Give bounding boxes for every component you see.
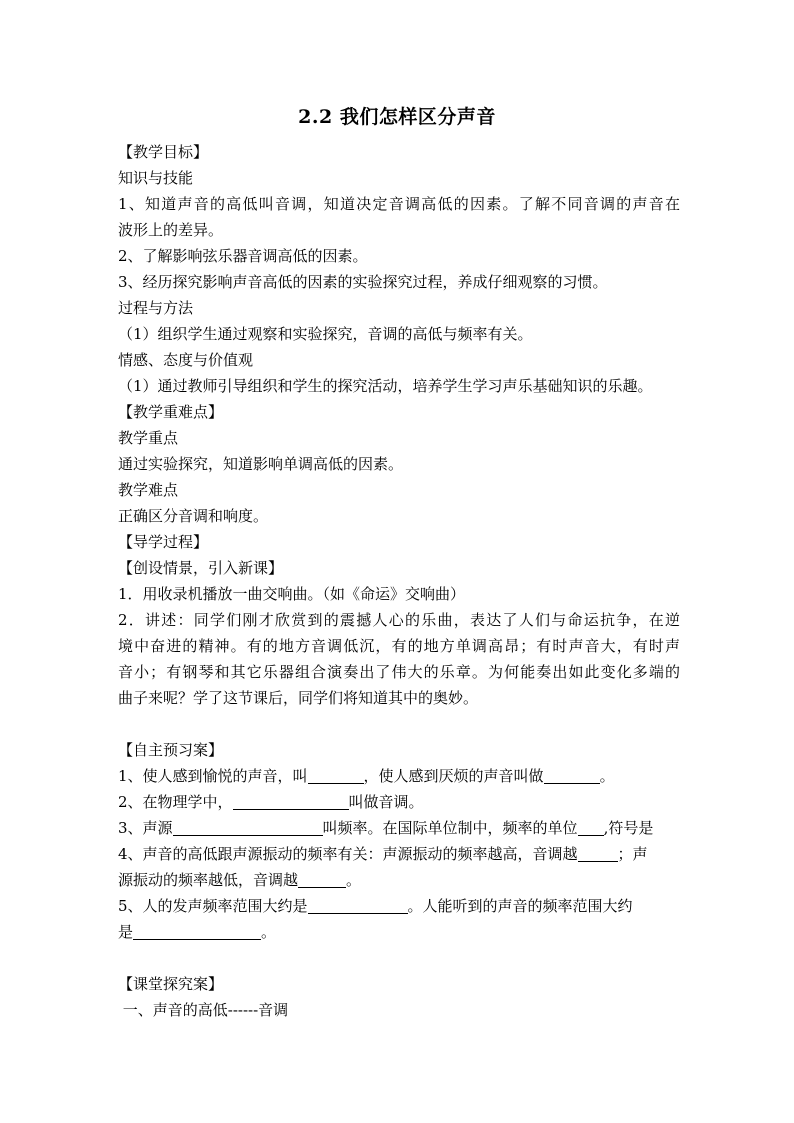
q2-blank-1[interactable] [233,793,349,810]
objective-1-line-2: 波形上的差异。 [118,221,224,239]
classroom-heading: 【课堂探究案】 [118,975,224,993]
q5-line2-text-a: 是 [118,923,134,941]
preview-question-2 [118,789,680,815]
preview-heading: 【自主预习案】 [118,741,224,759]
q5-blank-2[interactable] [133,923,261,940]
preview-question-4-line-2 [118,867,680,893]
process-method-1: （1）组织学生通过观察和实验探究，音调的高低与频率有关。 [118,325,533,343]
intro-heading: 【创设情景，引入新课】 [118,559,284,577]
document-body [118,139,680,1023]
preview-question-5-line-1 [118,893,680,919]
blank-line [118,711,680,737]
q1-text-c: 。 [599,767,615,785]
knowledge-heading: 知识与技能 [118,169,194,187]
q2-text-b: 叫做音调。 [348,793,424,811]
page-title: 2.2 我们怎样区分声音 [298,106,496,128]
emotion-heading: 情感、态度与价值观 [118,351,254,369]
q2-text-a: 2、在物理学中， [118,793,233,811]
q4-blank-2[interactable] [298,871,346,888]
q1-text-b: ，使人感到厌烦的声音叫做 [363,767,544,785]
focus-heading: 教学重点 [118,429,179,447]
classroom-section-1: 一、声音的高低------音调 [118,1001,289,1019]
process-heading: 【导学过程】 [118,533,209,551]
step-1: 1．用收录机播放一曲交响曲。（如《命运》交响曲） [118,585,466,603]
preview-question-5-line-2 [118,919,680,945]
key-points-heading: 【教学重难点】 [118,403,224,421]
q4-text-b: ；声 [617,845,648,863]
q4-text-a: 4、声音的高低跟声源振动的频率有关：声源振动的频率越高，音调越 [118,845,578,863]
objective-3: 3、经历探究影响声音高低的因素的实验探究过程，养成仔细观察的习惯。 [118,273,608,291]
step-2-line-3: 音小；有钢琴和其它乐器组合演奏出了伟大的乐章。为何能奏出如此变化多端的 [118,663,680,681]
q3-blank-2[interactable] [578,819,604,836]
q3-text-a: 3、声源 [118,819,173,837]
difficulty-text: 正确区分音调和响度。 [118,507,269,525]
q5-text-a: 5、人的发声频率范围大约是 [118,897,308,915]
difficulty-heading: 教学难点 [118,481,179,499]
q5-line2-text-b: 。 [261,923,277,941]
q4-line2-text-b: 。 [346,871,362,889]
step-2-line-4: 曲子来呢？学了这节课后，同学们将知道其中的奥妙。 [118,689,479,707]
q1-blank-2[interactable] [544,767,600,784]
emotion-1: （1）通过教师引导组织和学生的探究活动，培养学生学习声乐基础知识的乐趣。 [118,377,653,395]
preview-question-4-line-1 [118,841,680,867]
q3-blank-1[interactable] [173,819,323,836]
focus-text: 通过实验探究，知道影响单调高低的因素。 [118,455,404,473]
preview-question-1 [118,763,680,789]
preview-question-3 [118,815,680,841]
objective-1-line-1: 1、知道声音的高低叫音调，知道决定音调高低的因素。了解不同音调的声音在 [118,195,680,213]
q1-text-a: 1、使人感到愉悦的声音，叫 [118,767,308,785]
q3-text-c: ,符号是 [603,819,654,837]
q5-text-b: 。人能听到的声音的频率范围大约 [407,897,633,915]
q5-blank-1[interactable] [308,897,408,914]
step-2-line-1: 2．讲述：同学们刚才欣赏到的震撼人心的乐曲，表达了人们与命运抗争，在逆 [118,611,680,629]
q1-blank-1[interactable] [308,767,364,784]
objective-2: 2、了解影响弦乐器音调高低的因素。 [118,247,368,265]
q4-line2-text-a: 源振动的频率越低，音调越 [118,871,299,889]
q3-text-b: 叫频率。在国际单位制中，频率的单位 [322,819,578,837]
step-2-line-2: 境中奋进的精神。有的地方音调低沉，有的地方单调高昂；有时声音大，有时声 [118,637,680,655]
process-method-heading: 过程与方法 [118,299,194,317]
objectives-heading: 【教学目标】 [118,143,209,161]
blank-line [118,945,680,971]
q4-blank-1[interactable] [578,845,618,862]
